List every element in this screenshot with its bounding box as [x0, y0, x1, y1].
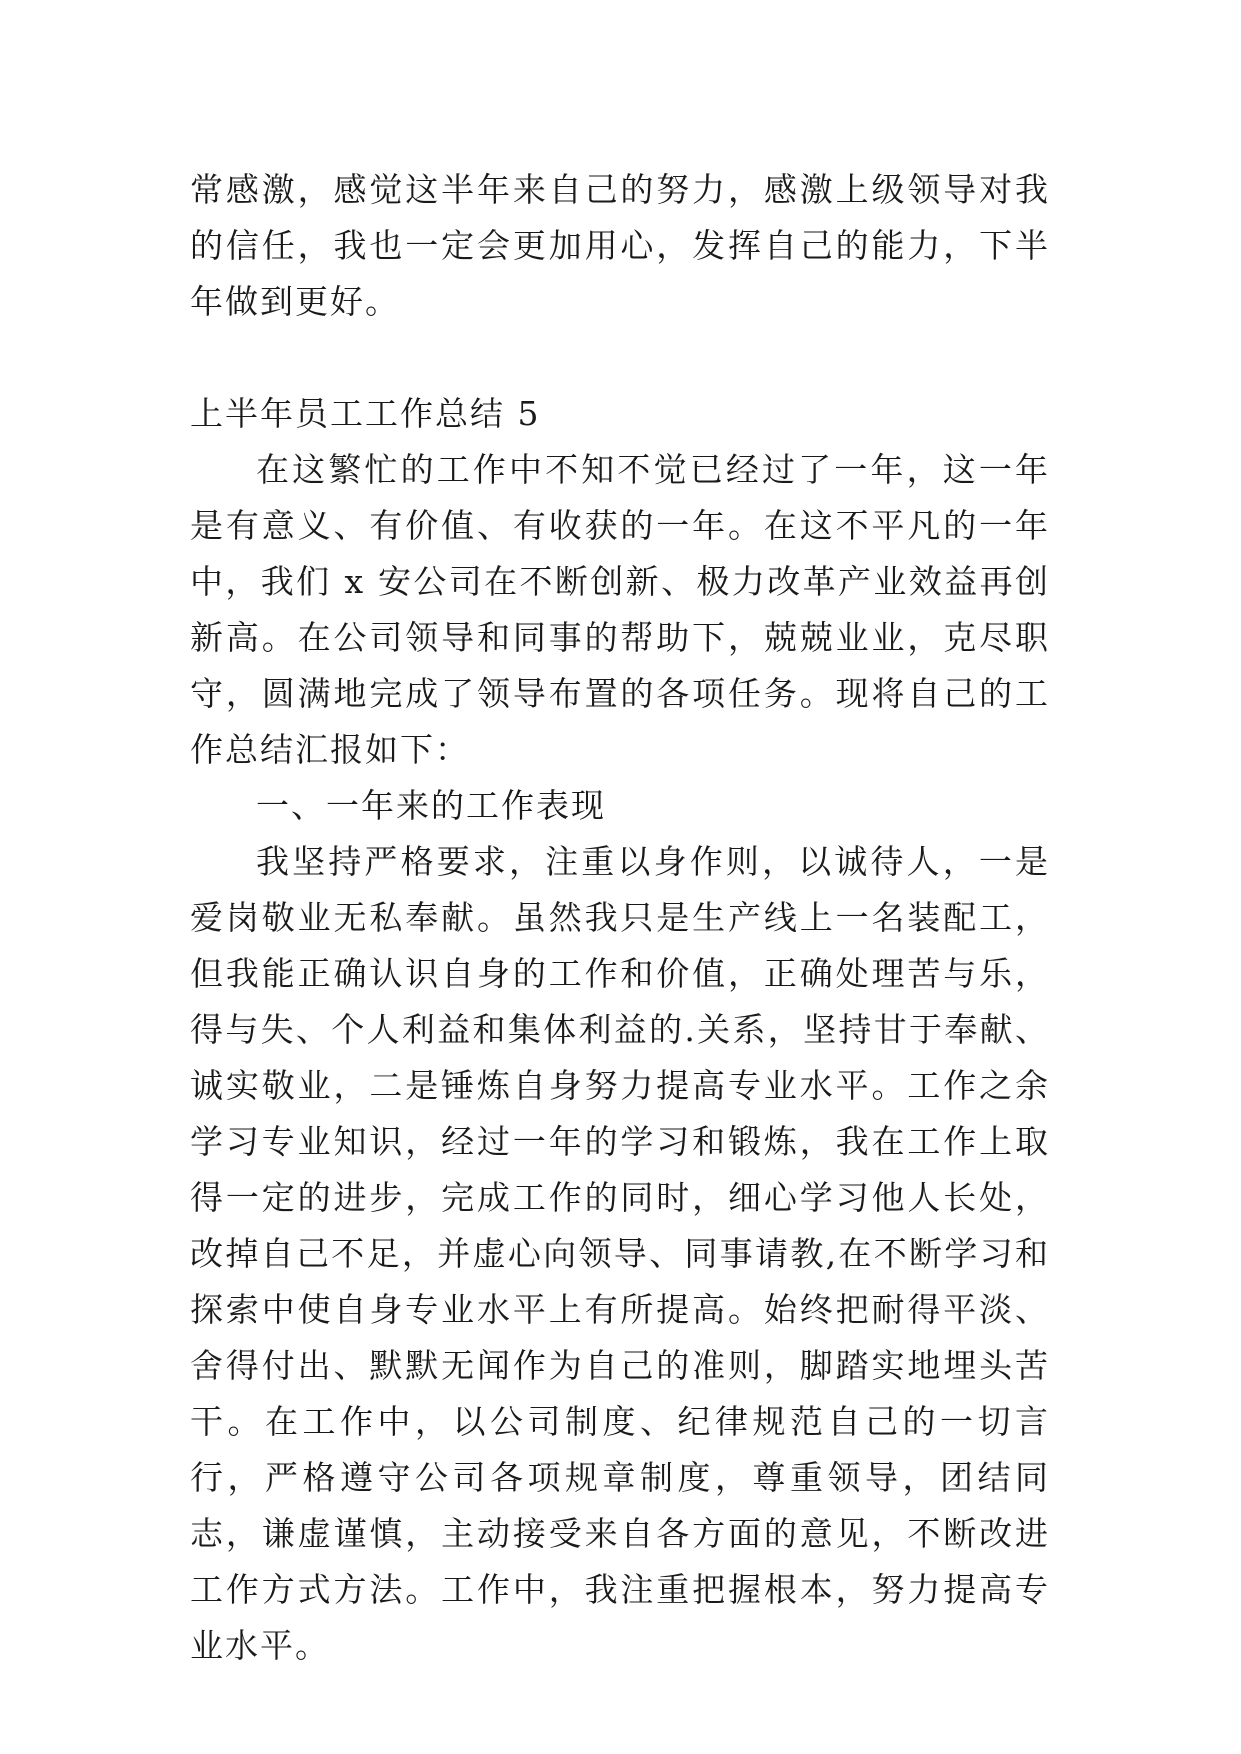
subheading-work-performance: 一、一年来的工作表现 [256, 786, 606, 825]
paragraph-2: 我坚持严格要求，注重以身作则，以诚待人，一是爱岗敬业无私奉献。虽然我只是生产线上一名装配工，但我能正确认识自身的工作和价值，正确处理苦与乐，得与失、个人利益和集体利益的.关系，坚持甘于奉献、诚实敬业，二是锤炼自身努力提高专业水平。工作之余学习专业知识，经过一年的学习和锻炼，我在工作上取得一定的进步，完成工作的同时，细心学习他人长处，改掉自己不足，并虚心向领导、同事请教,在不断学习和探索中使自身专业水平上有所提高。始终把耐得平淡、舍得付出、默默无闻作为自己的准则，脚踏实地埋头苦干。在工作中，以公司制度、纪律规范自己的一切言行，严格遵守公司各项规章制度，尊重领导，团结同志，谦虚谨慎，主动接受来自各方面的意见，不断改进工作方式方法。工作中，我注重把握根本，努力提高专业水平。 [190, 842, 1050, 1665]
document-body [190, 162, 1050, 1674]
section-title: 上半年员工工作总结 5 [190, 394, 541, 433]
intro-paragraph: 常感激，感觉这半年来自己的努力，感激上级领导对我的信任，我也一定会更加用心，发挥自己的能力，下半年做到更好。 [190, 170, 1050, 321]
paragraph-1: 在这繁忙的工作中不知不觉已经过了一年，这一年是有意义、有价值、有收获的一年。在这不平凡的一年中，我们 x 安公司在不断创新、极力改革产业效益再创新高。在公司领导和同事的帮助下，兢兢业业，克尽职守，圆满地完成了领导布置的各项任务。现将自己的工作总结汇报如下： [190, 450, 1050, 769]
